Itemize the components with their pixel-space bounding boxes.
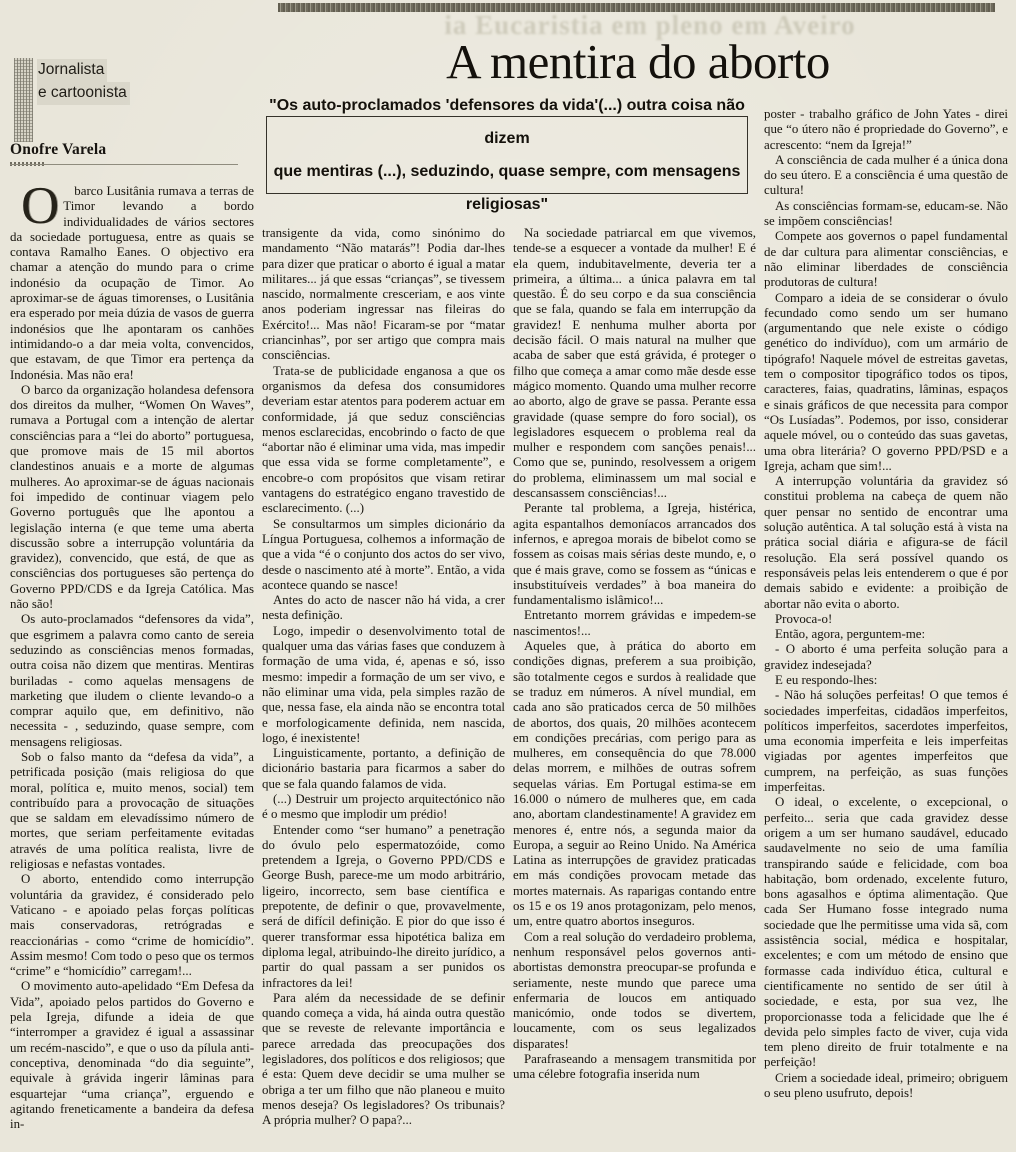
pull-quote-line2: que mentiras (...), seduzindo, quase sempre, com mensagens religiosas" [273,163,741,213]
paragraph: O aborto, entendido como interrupção voluntária da gravidez, é considerado pelo Vaticano - e apoiado pelas forças políticas mais conservadoras, retrógradas e reaccionárias - como “crime de homicídio”. Assim mesmo! Com todo o peso que os termos “crime” e “homicídio” carregam!... [10,872,254,979]
paragraph: poster - trabalho gráfico de John Yates - direi que “o útero não é propriedade do Governo”, e acrescento: “nem da Igreja!” [764,107,1008,152]
paragraph: E eu respondo-lhes: [775,672,878,687]
drop-cap: O [21,177,60,235]
author-rule [10,164,238,165]
paragraph: As consciências formam-se, educam-se. Não se impõem consciências! [764,198,1008,229]
paragraph: O movimento auto-apelidado “Em Defesa da Vida”, apoiado pelos partidos do Governo e pela Igreja, difunde a ideia de que “interromper a gravidez é igual a assassinar um recém-nascido”, e que o uso da pílula anti-conceptiva, denominada “do dia seguinte”, equivale à grávida ingerir lâminas para esquartejar “uma criança”, erguendo e agitando freneticamente a bandeira da defesa in- [10,979,254,1132]
paragraph: Na sociedade patriarcal em que vivemos, tende-se a esquecer a vontade da mulher! E é ela quem, indubitavelmente, deveria ter a primeira, a última... a única palavra em tal questão. É do seu corpo e da sua consciência que se fala, quando se fala em interrupção da gravidez! E nenhuma mulher aborta por decisão fácil. O mais natural na mulher que acaba de saber que está grávida, é proteger o filho que começa a amar como mãe desde esse mágico momento. Quando uma mulher recorre ao aborto, algo de grave se passa. Perante essa gravidade (quase sempre do foro social), os legisladores esquecem o problema real da mulher e respondem com sanções penais!... Como que se, punindo, resolvessem a origem do problema, eliminassem um mal social e descansassem consciências!... [513,226,756,501]
author-name: Onofre Varela [10,141,107,158]
paragraph: O barco da organização holandesa defensora dos direitos da mulher, “Women On Waves”, rumava a Portugal com a intenção de alertar consciências para a “lei do aborto” portuguesa, que promove mais de 15 mil abortos clandestinos anuais e a morte de algumas mulheres. Ao aproximar-se de águas nacionais foi impedido de continuar viagem pelo Governo português que lhe apontou a legislação interna (e que teme uma aberta discussão sobre a interrupção voluntária da gravidez), convencido, que está, de que as consciências dos portugueses são pertença do Governo PPD/CDS e da Igreja Católica. Mas não são! [10,382,254,612]
opening-paragraph [10,177,254,383]
paragraph: Entender como “ser humano” a penetração do óvulo pelo espermatozóide, como pretendem a Igreja, o Governo PPD/CDS e George Bush, parece-me um modo arbitrário, ligeiro, incorrecto, sem base científica e prepotente, de definir o que, provavelmente, será de difícil definição. E pior do que isso é querer transformar essa hipotética baliza em diploma legal, atribuindo-lhe direito jurídico, a partir do qual passam a ser punidos os infractores da lei! [262,822,505,990]
paragraph: transigente da vida, como sinónimo do mandamento “Não matarás”! Podia dar-lhes para dizer que praticar o aborto é igual a matar militares... já que essas “crianças”, se tivessem nascido, normalmente cresceriam, e aos vinte anos poderiam ingressar nas fileiras do Exército!... Mas não! Ficaram-se por “matar criancinhas”, por ser artigo que compra mais consciências. [262,226,505,363]
paragraph: Então, agora, perguntem-me: [775,627,926,642]
paragraph: - O aborto é uma perfeita solução para a gravidez indesejada? [764,642,1008,672]
paragraph: O ideal, o excelente, o excepcional, o perfeito... seria que cada gravidez desse origem a um ser humano saudável, educado saudavelmente no seio de uma família transpirando saúde e felicidade, com boa habitação, bom ordenado, excelente futuro, bons agasalhos e óptima alimentação. Que cada Ser Humano fosse integrado numa sociedade que lhe permitisse uma vida sã, com assistência social, médica e hospitalar, excelentes; e com um método de ensino que formasse cada indivíduo ética, cultural e cientificamente no sentido de ser útil à sociedade, e esta, por sua vez, lhe proporcionasse toda a felicidade que lhe é devida pelo simples facto de viver, cuja vida tem pleno direito de fruir totalmente e na perfeição! [764,795,1008,1070]
show-through-ghost-text: ia Eucaristia em pleno em Aveiro [444,10,856,40]
paragraph: Aqueles que, à prática do aborto em condições dignas, preferem a sua proibição, são totalmente cegos e surdos à realidade que se traduz em números. A nível mundial, em cada ano são praticados cerca de 50 milhões de abortos, dos quais, 20 milhões acontecem em condições precárias, com perigo para as mulheres, em consequência do que 78.000 delas morrem, e milhões de outras sofrem sequelas várias. Em Portugal estima-se em 16.000 o número de mulheres que, em cada ano, abortam clandestinamente! A gravidez em menores é, entre nós, a segunda maior da Europa, a seguir ao Reino Unido. Na América Latina as interrupções de gravidez praticadas em más condições provocam metade das mortes maternais. As raparigas contando entre os 15 e os 19 anos protagonizam, pelo menos, um, entre quatro abortos inseguros. [513,639,756,929]
text-column-1 [10,177,254,1132]
halftone-bar [14,58,33,142]
author-role-line1: Jornalista [37,59,107,82]
paragraph: Trata-se de publicidade enganosa a que os organismos da defesa dos consumidores deveriam estar atentos para poderem actuar em conformidade, já que seduz consciências menos esclarecidas, encobrindo o facto de que “abortar não é eliminar uma vida, mas impedir que essa vida se forme completamente”, e encobre-o com propósitos que visam retirar vantagens do estratégico engano travestido de esclarecimento. (...) [262,363,505,516]
paragraph: Com a real solução do verdadeiro problema, nenhum responsável pelos governos anti-abortistas demonstra preocupar-se profunda e seriamente, neste mundo que parece uma enfermaria de loucos em antiquado manicómio, onde todos se divertem, loucamente, com os seus legalizados disparates! [513,929,756,1051]
paragraph: Sob o falso manto da “defesa da vida”, a petrificada posição (mais religiosa do que moral, política e, muito menos, social) tem contribuído para a provocação de situações que se saldam em elevadíssimo número de mortes, que seriam perfeitamente evitadas através de uma política realista, livre de religiosas e nefastas vontades. [10,749,254,872]
opening-paragraph-text: barco Lusitânia rumava a terras de Timor levando a bordo individualidades de vários sectores da sociedade portuguesa, entre as quais se contava Ramalho Eanes. O objectivo era chamar a atenção do mundo para o crime indonésio da ocupação de Timor. Ao aproximar-se de águas timorenses, o Lusitânia era esperado por meia dúzia de vasos de guerra indonésios que lhe apontaram os canhões intimidando-o a dar meia volta, convencidos, que estavam, de que Timor era pertença da Indonésia. Mas não era! [10,184,254,382]
pull-quote-line1: "Os auto-proclamados 'defensores da vida'(...) outra coisa não dizem [269,97,745,147]
paragraph: Entretanto morrem grávidas e impedem-se nascimentos!... [513,608,756,638]
article-headline: A mentira do aborto [446,34,830,89]
author-role [37,59,130,105]
text-column-4 [764,107,1008,1101]
paragraph: A consciência de cada mulher é a única dona do seu útero. E a consciência é uma questão de cultura! [764,152,1008,198]
author-role-line2: e cartoonista [37,82,130,105]
paragraph: Criem a sociedade ideal, primeiro; obriguem o seu pleno usufruto, depois! [764,1070,1008,1100]
column-1-paragraphs [10,383,254,1133]
paragraph: Perante tal problema, a Igreja, histérica, agita espantalhos demoníacos arrancados dos infernos, e apregoa morais de bibelot como se fossem as coisas mais sérias deste mundo, e, o que é mais grave, como se fossem as “únicas e insubstituíveis verdades” à boa maneira do fundamentalismo islâmico!... [513,501,756,608]
paragraph: A interrupção voluntária da gravidez só constitui problema na cabeça de quem não quer pensar no sentido de encontrar uma solução autêntica. A tal solução está à vista na prática social diária e afigura-se de fácil resolução. Ela será possível quando os responsáveis pelas leis entenderem o que é por demais sabido e evidente: a proibição de abortar não evita o aborto. [764,474,1008,611]
paragraph: Compete aos governos o papel fundamental de dar cultura para alimentar consciências, e não eliminar liberdades de consciência produtoras de cultura! [764,229,1008,290]
paragraph: Para além da necessidade de se definir quando começa a vida, há ainda outra questão que se reveste de relevante importância e parece arredada das preocupações dos legisladores, dos políticos e dos religiosos; que é esta: Quem deve decidir se uma mulher se obriga a ter um filho que não planeou e muito menos deseja? Os legisladores? Os tribunais? A própria mulher? O papa?... [262,990,505,1128]
paragraph: Linguisticamente, portanto, a definição de dicionário bastaria para ficarmos a saber do que se fala quando falamos de vida. [262,746,505,791]
paragraph: - Não há soluções perfeitas! O que temos é sociedades imperfeitas, cidadãos imperfeitos, políticos imperfeitos, sacerdotes imperfeitos, uma economia imperfeita e leis imperfeitas vigiadas por agentes imperfeitos que cumprem, na perfeição, as suas funções imperfeitas. [764,688,1008,795]
paragraph: (...) Destruir um projecto arquitectónico não é o mesmo que implodir um prédio! [262,791,505,822]
text-column-2 [262,226,505,1129]
paragraph: Os auto-proclamados “defensores da vida”, que esgrimem a palavra como canto de sereia seduzindo as consciências menos formadas, outra coisa não dizem que mentiras. Mentiras buriladas - como aquelas mensagens de marketing que iludem o cliente levando-o a comprar aquilo que, em definitivo, não necessita - , seduzindo, quase sempre, com mensagens religiosas. [10,612,254,749]
pull-quote [266,97,748,213]
paragraph: Antes do acto de nascer não há vida, a crer nesta definição. [262,593,505,623]
paragraph: Comparo a ideia de se considerar o óvulo fecundado como sendo um ser humano (argumentando que nele existe o código genético do indivíduo), com um armário de tipógrafo! Naquele móvel de estreitas gavetas, tem o compositor tipográfico todos os tipos, caracteres, faias, quadratins, lâminas, espaços e sinais gráficos de que necessita para compor “Os Lusíadas”. Podemos, por isso, considerar aquele móvel, ou o conteúdo das suas gavetas, uma obra literária? O governo PPD/PSD e a Igreja, acham que sim!... [764,290,1008,473]
paragraph: Se consultarmos um simples dicionário da Língua Portuguesa, colhemos a informação de que a vida “é o conjunto dos actos do ser vivo, desde o nascimento até à morte”. Então, a vida acontece quando se nasce! [262,516,505,592]
paragraph: Logo, impedir o desenvolvimento total de qualquer uma das várias fases que conduzem à formação de uma vida, é, apenas e só, isso mesmo: impedir a formação de um ser vivo, e não eliminar uma vida, pela simples razão de que, nessa fase, ela ainda não se encontra total e morfologicamente definida, nem nascida, logo, é inexistente! [262,623,505,745]
text-column-3 [513,226,756,1083]
paragraph: Parafraseando a mensagem transmitida por uma célebre fotografia inserida num [513,1052,756,1082]
paragraph: Provoca-o! [775,611,833,626]
